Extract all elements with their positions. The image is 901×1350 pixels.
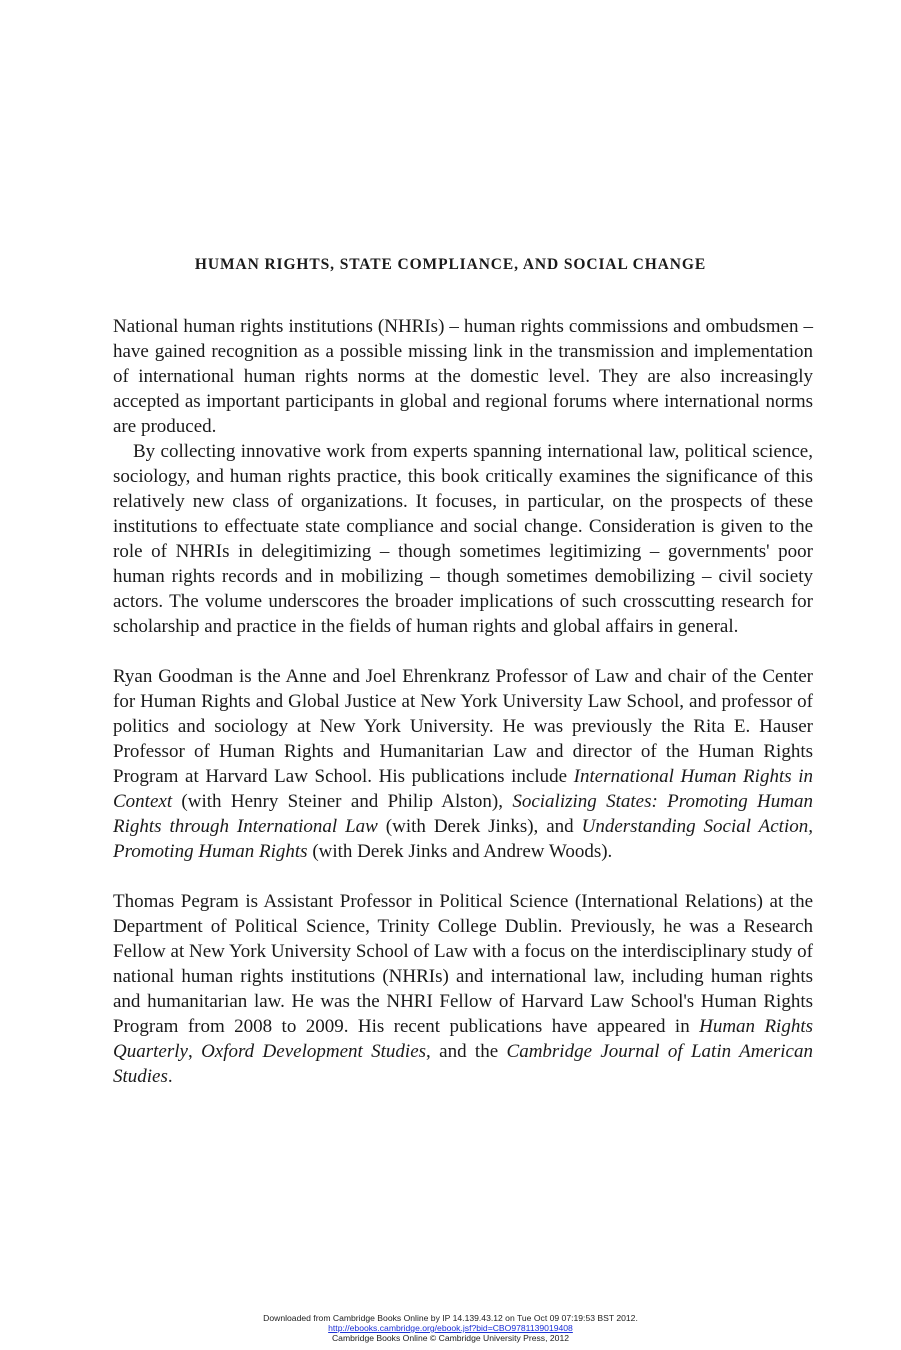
author-bio-goodman: [113, 664, 813, 864]
bio-text: , and the: [426, 1041, 507, 1062]
book-title: Socializing States: Promoting Human Rights through International Law: [113, 791, 813, 837]
copyright-notice: Cambridge Books Online © Cambridge University Press, 2012: [331, 1333, 570, 1343]
ebook-link[interactable]: http://ebooks.cambridge.org/ebook.jsf?bid=CBO9781139019408: [328, 1323, 573, 1333]
journal-title: Cambridge Journal of Latin American Studies: [113, 1041, 813, 1087]
bio-text: Thomas Pegram is Assistant Professor in Political Science (International Relations) at the Department of Political Science, Trinity College Dublin. Previously, he was a Research Fellow at New York University School of Law with a focus on the interdisciplinary study of national human rights institutions (NHRIs) and international law, including human rights and humanitarian law. He was the NHRI Fellow of Harvard Law School's Human Rights Program from 2008 to 2009. His recent publications have appeared in: [113, 891, 813, 1037]
bio-text: (with Derek Jinks), and: [377, 816, 582, 837]
download-info: Downloaded from Cambridge Books Online by IP 14.139.43.12 on Tue Oct 09 07:19:53 BST 2012.: [263, 1313, 638, 1323]
body-text: [113, 314, 813, 1089]
description-paragraph-1: National human rights institutions (NHRIs) – human rights commissions and ombudsmen – have gained recognition as a possible missing link in the transmission and implementation of international human rights norms at the domestic level. They are also increasingly accepted as important participants in global and regional forums where international norms are produced.: [113, 316, 813, 437]
download-footer: [0, 1313, 901, 1343]
bio-text: (with Henry Steiner and Philip Alston),: [172, 791, 513, 812]
bio-text: Ryan Goodman is the Anne and Joel Ehrenkranz Professor of Law and chair of the Center for Human Rights and Global Justice at New York University Law School, and professor of politics and sociology at New York University. He was previously the Rita E. Hauser Professor of Human Rights and Humanitarian Law and director of the Human Rights Program at Harvard Law School. His publications include: [113, 666, 813, 787]
book-title: International Human Rights in Context: [113, 766, 813, 812]
page-title: HUMAN RIGHTS, STATE COMPLIANCE, AND SOCIAL CHANGE: [194, 256, 707, 273]
journal-title: Oxford Development Studies: [201, 1041, 427, 1062]
description-paragraph-2: By collecting innovative work from experts spanning international law, political science, sociology, and human rights practice, this book critically examines the significance of this relatively new class of organizations. It focuses, in particular, on the prospects of these institutions to effectuate state compliance and social change. Consideration is given to the role of NHRIs in delegitimizing – though sometimes legitimizing – governments' poor human rights records and in mobilizing – though sometimes demobilizing – civil society actors. The volume underscores the broader implications of such crosscutting research for scholarship and practice in the fields of human rights and global affairs in general.: [113, 441, 813, 637]
book-title: Understanding Social Action, Promoting Human Rights: [113, 816, 813, 862]
bio-text: ,: [187, 1041, 202, 1062]
section-divider: [113, 864, 813, 889]
bio-text: (with Derek Jinks and Andrew Woods).: [307, 841, 613, 862]
bio-text: .: [167, 1066, 173, 1087]
section-divider: [113, 639, 813, 664]
author-bio-pegram: [113, 889, 813, 1089]
journal-title: Human Rights Quarterly: [113, 1016, 814, 1062]
